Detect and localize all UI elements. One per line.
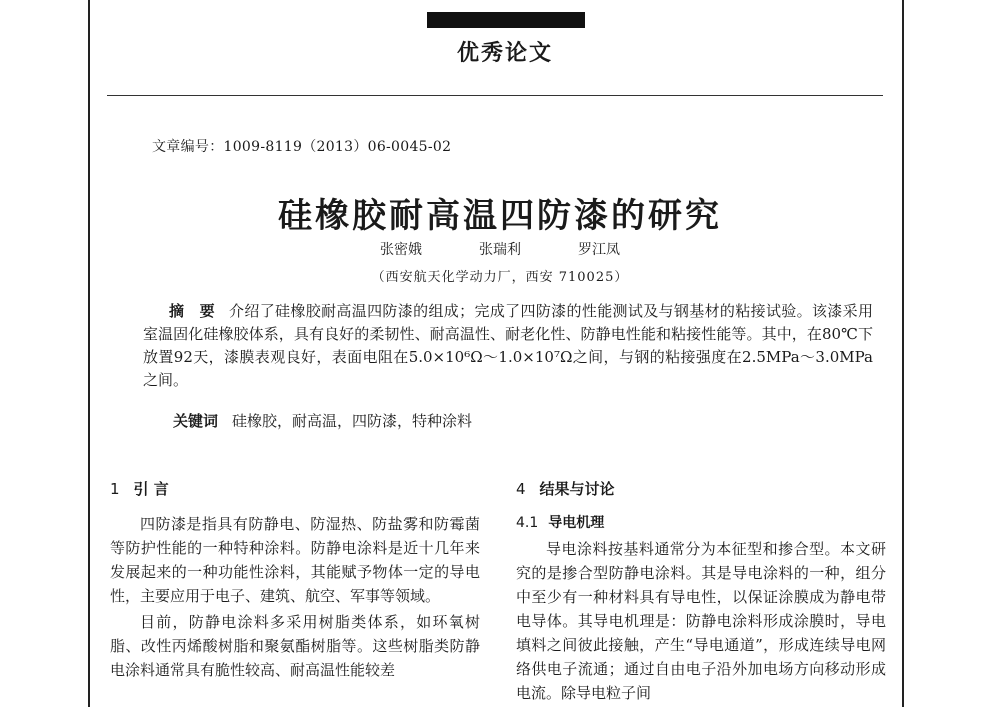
article-number: 文章编号：1009-8119（2013）06-0045-02: [152, 139, 452, 155]
section-number: 4: [516, 480, 526, 498]
right-column: [516, 478, 886, 707]
body-paragraph: 导电涂料按基料通常分为本征型和掺合型。本文研究的是掺合型防静电涂料。其是导电涂料的一种，组分中至少有一种材料具有导电性，以保证涂膜成为静电带电导体。其导电机理是：防静电涂料形成涂膜时，导电填料之间彼此接触，产生“导电通道”，形成连续导电网络供电子流通；通过自由电子沿外加电场方向移动形成电流。除导电粒子间: [516, 540, 886, 702]
subsection-number: 4.1: [516, 515, 539, 531]
subsection-heading: [516, 512, 886, 534]
right-margin-line: [902, 0, 904, 707]
body-paragraph: 四防漆是指具有防静电、防湿热、防盐雾和防霉菌等防护性能的一种特种涂料。防静电涂料是近十几年来发展起来的一种功能性涂料，其能赋予物体一定的导电性，主要应用于电子、建筑、航空、军事等领域。: [110, 515, 480, 605]
section-heading-introduction: [110, 478, 480, 500]
author-name: 张密娥: [380, 242, 422, 258]
section-number: 1: [110, 480, 120, 498]
author-name: 张瑞利: [479, 242, 521, 258]
keywords-text: 硅橡胶，耐高温，四防漆，特种涂料: [232, 412, 473, 430]
left-margin-line: [88, 0, 90, 707]
author-list: [380, 239, 620, 259]
keywords: [173, 410, 873, 431]
affiliation: （西安航天化学动力厂，西安 710025）: [371, 270, 629, 285]
header-black-bar: [427, 12, 585, 28]
author-name: 罗江凤: [578, 242, 620, 258]
body-paragraph: 目前，防静电涂料多采用树脂类体系，如环氧树脂、改性丙烯酸树脂和聚氨酯树脂等。这些树脂类防静电涂料通常具有脆性较高、耐高温性能较差: [110, 613, 480, 679]
abstract-label: 摘 要: [169, 302, 216, 320]
section-header: 优秀论文: [456, 40, 553, 66]
header-rule: [107, 95, 883, 96]
abstract-text: 介绍了硅橡胶耐高温四防漆的组成；完成了四防漆的性能测试及与钢基材的粘接试验。该漆采用室温固化硅橡胶体系，具有良好的柔韧性、耐高温性、耐老化性、防静电性能和粘接性能等。其中，在80℃下放置92天，漆膜表观良好，表面电阻在5.0×10⁶Ω～1.0×10⁷Ω之间，与钢的粘接强度在2.5MPa～3.0MPa之间。: [143, 302, 873, 389]
section-title: 引 言: [133, 480, 169, 498]
keywords-label: 关键词: [173, 412, 219, 430]
abstract: [143, 300, 873, 392]
section-title: 结果与讨论: [539, 480, 615, 498]
subsection-title: 导电机理: [548, 515, 605, 531]
left-column: [110, 478, 480, 684]
paper-title: 硅橡胶耐高温四防漆的研究: [278, 196, 722, 236]
section-heading-results: [516, 478, 886, 500]
